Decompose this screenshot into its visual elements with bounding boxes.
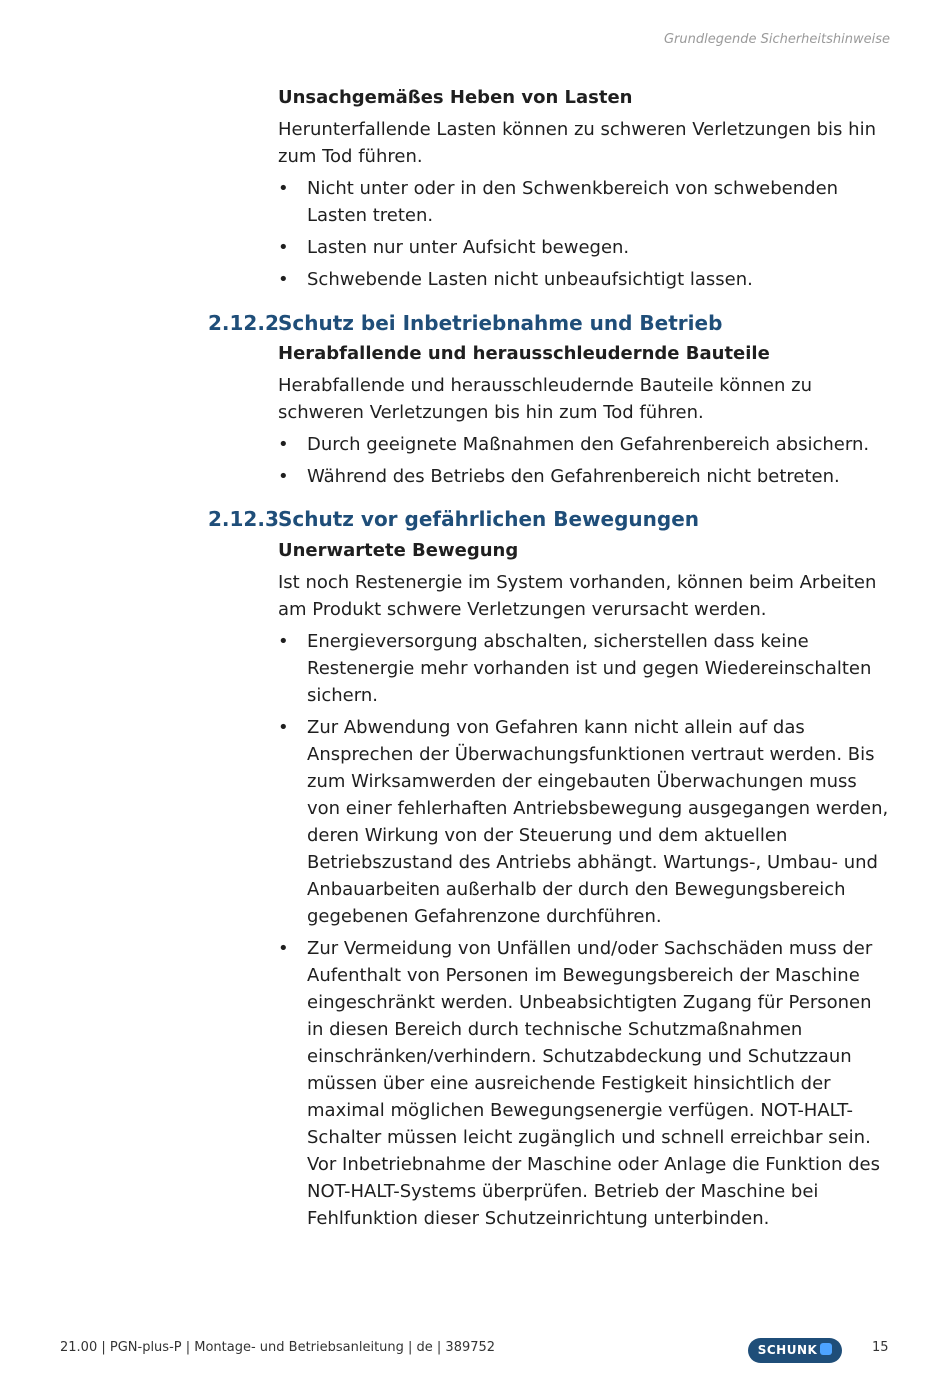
lifting-loads-block [278, 84, 893, 298]
section-title-text: Schutz bei Inbetriebnahme und Betrieb [278, 311, 723, 335]
section-2-12-3-body [278, 537, 893, 1237]
section-heading-2-12-2 [208, 309, 722, 337]
section-number: 2.12.3 [208, 507, 279, 531]
subheading-unexpected-motion: Unerwartete Bewegung [278, 540, 519, 561]
list-item: • Nicht unter oder in den Schwenkbereich von schwebenden Lasten treten. [278, 175, 893, 229]
list-item: • Energieversorgung abschalten, sicherstellen dass keine Restenergie mehr vorhanden ist und gegen Wiedereinschalten sichern. [278, 628, 893, 709]
footer-document-info: 21.00 | PGN-plus-P | Montage- und Betriebsanleitung | de | 389752 [60, 1340, 496, 1355]
page-number: 15 [872, 1340, 889, 1355]
subheading-falling-parts: Herabfallende und herausschleudernde Bauteile [278, 343, 770, 364]
section-title-text: Schutz vor gefährlichen Bewegungen [278, 507, 700, 531]
paragraph-falling-parts: Herabfallende und herausschleudernde Bauteile können zu schweren Verletzungen bis hin zum Tod führen. [278, 375, 812, 423]
bullet-list-unexpected-motion [278, 628, 893, 1232]
logo-mark-icon [820, 1343, 832, 1355]
list-item: • Während des Betriebs den Gefahrenbereich nicht betreten. [278, 463, 893, 490]
logo-text: SCHUNK [757, 1343, 818, 1357]
section-heading-2-12-3 [208, 505, 699, 533]
list-item: • Schwebende Lasten nicht unbeaufsichtigt lassen. [278, 266, 893, 293]
subheading-lifting-loads: Unsachgemäßes Heben von Lasten [278, 87, 633, 108]
list-item: • Zur Vermeidung von Unfällen und/oder Sachschäden muss der Aufenthalt von Personen im Bewegungsbereich der Maschine eingeschränkt werden. Unbeabsichtigten Zugang für Personen in diesen Bereich durch technische Schutzmaßnahmen einschränken/verhindern. Schutzabdeckung und Schutzzaun müssen über eine ausreichende Festigkeit hinsichtlich der maximal möglichen Bewegungsenergie verfügen. NOT-HALT-Schalter müssen leicht zugänglich und schnell erreichbar sein. Vor Inbetriebnahme der Maschine oder Anlage die Funktion des NOT-HALT-Systems überprüfen. Betrieb der Maschine bei Fehlfunktion dieser Schutzeinrichtung unterbinden. [278, 935, 893, 1232]
section-number: 2.12.2 [208, 311, 279, 335]
paragraph-unexpected-motion: Ist noch Restenergie im System vorhanden, können beim Arbeiten am Produkt schwere Verletzungen verursacht werden. [278, 572, 877, 620]
section-2-12-2-body [278, 340, 893, 495]
list-item: • Durch geeignete Maßnahmen den Gefahrenbereich absichern. [278, 431, 893, 458]
schunk-logo [748, 1338, 842, 1363]
bullet-list-falling-parts [278, 431, 893, 490]
running-header: Grundlegende Sicherheitshinweise [663, 32, 890, 47]
paragraph-lifting-loads: Herunterfallende Lasten können zu schweren Verletzungen bis hin zum Tod führen. [278, 119, 876, 167]
bullet-list-lifting-loads [278, 175, 893, 293]
list-item: • Lasten nur unter Aufsicht bewegen. [278, 234, 893, 261]
list-item: • Zur Abwendung von Gefahren kann nicht allein auf das Ansprechen der Überwachungsfunktionen vertraut werden. Bis zum Wirksamwerden der eingebauten Überwachungen muss von einer fehlerhaften Antriebsbewegung ausgegangen werden, deren Wirkung von der Steuerung und dem aktuellen Betriebszustand des Antriebs abhängt. Wartungs-, Umbau- und Anbauarbeiten außerhalb der durch den Bewegungsbereich gegebenen Gefahrenzone durchführen. [278, 714, 893, 930]
